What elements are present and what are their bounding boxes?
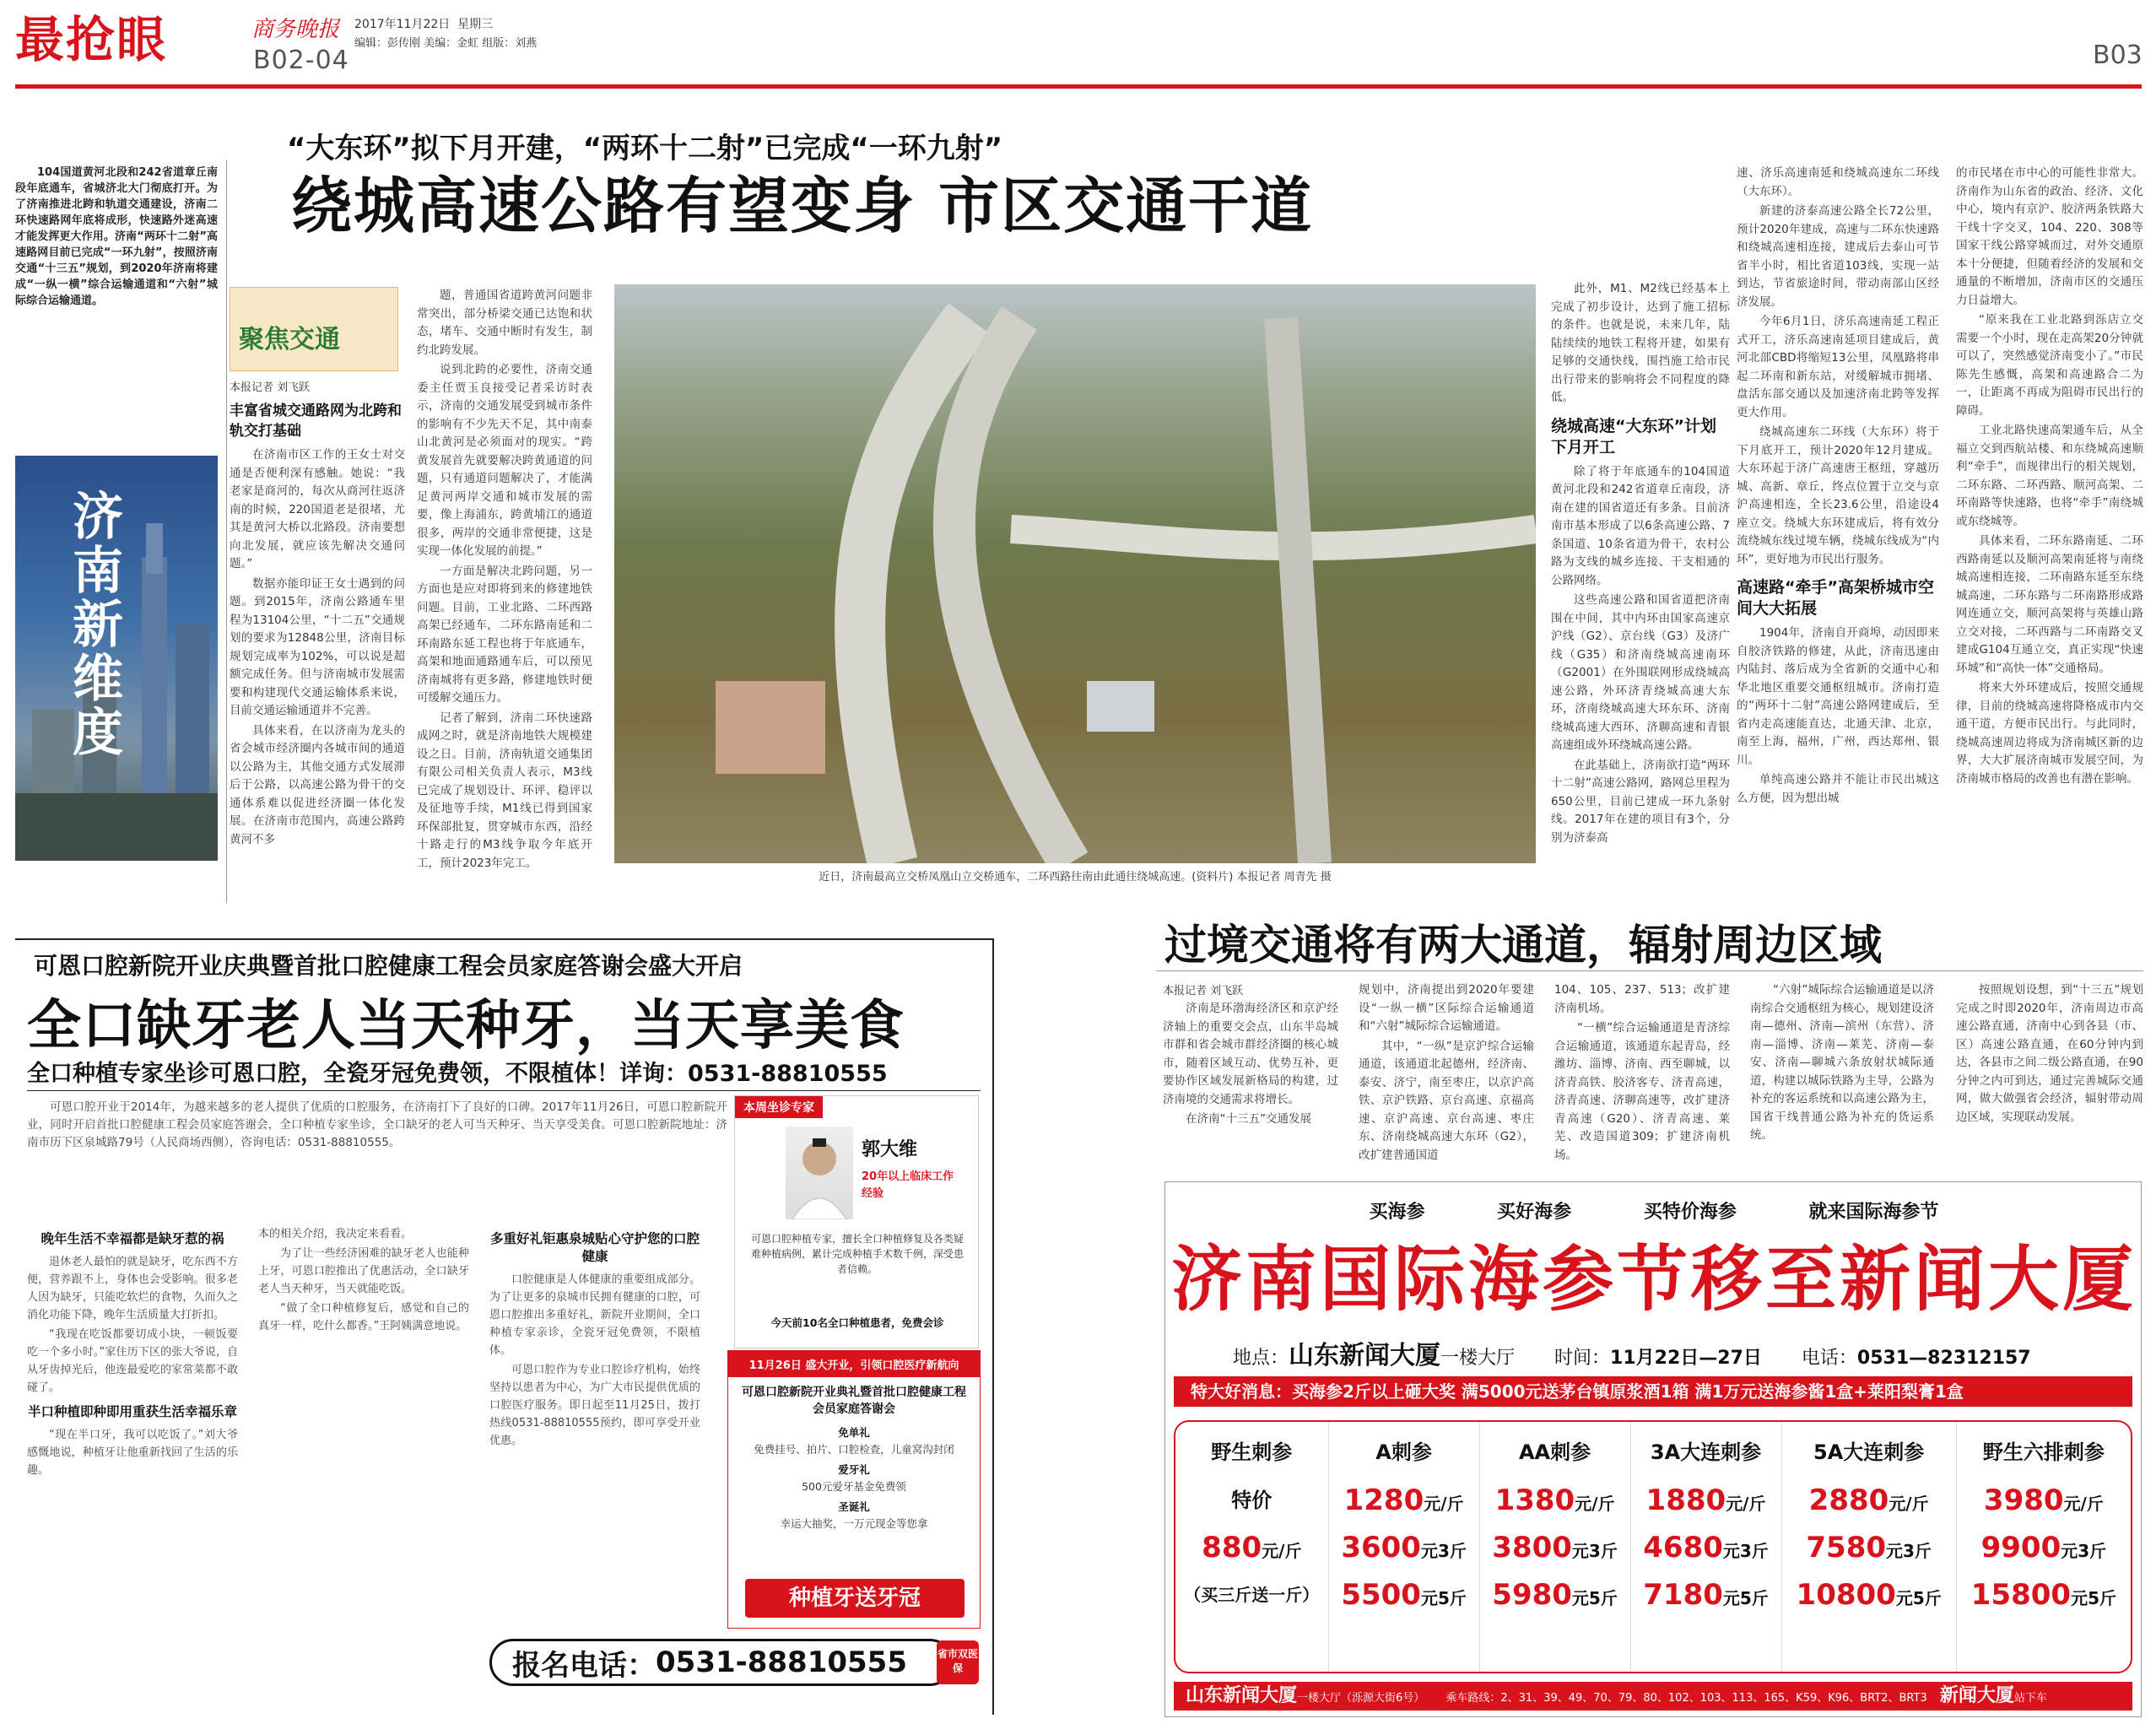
phone-number: 0531-88810555 bbox=[656, 1646, 907, 1679]
price-row bbox=[1782, 1477, 1956, 1524]
slogan: 买好海参 bbox=[1497, 1201, 1572, 1223]
paragraph: 速、济乐高速南延和绕城高速东二环线（大东环）。 bbox=[1737, 166, 1939, 198]
paragraph: 规划中，济南提出到2020年要建设“一纵一横”区际综合运输通道和“六射”城际综合运输通道。 bbox=[1359, 983, 1534, 1033]
price-value: 7580 bbox=[1806, 1531, 1887, 1565]
product-name: A刺参 bbox=[1375, 1440, 1432, 1464]
article2-headline: 过境交通将有两大通道，辐射周边区域 bbox=[1164, 921, 1882, 970]
masthead-rule bbox=[15, 84, 2142, 89]
photo-caption: 近日，济南最高立交桥凤凰山立交桥通车，二环西路往南由此通往绕城高速。(资料片) 本报记者 周青先 摄 bbox=[819, 871, 1332, 884]
price-unit: 元5斤 bbox=[2071, 1588, 2116, 1608]
dental-ad-top-rule bbox=[15, 938, 992, 940]
price-value: 4680 bbox=[1643, 1531, 1723, 1565]
tel-label: 电话： bbox=[1801, 1348, 1857, 1369]
gift-desc: 500元爱牙基金免费领 bbox=[802, 1480, 906, 1493]
price-unit: 元3斤 bbox=[1420, 1541, 1467, 1561]
doctor-tag: 今天前10名全口种植患者，免费会诊 bbox=[770, 1316, 944, 1329]
price-row bbox=[1782, 1571, 1956, 1619]
paragraph: “原来我在工业北路到泺店立交需要一个小时，现在走高架20分钟就可以了，突然感觉济南变小了。”市民陈先生感慨，高架和高速路合二为一，让距离不再成为阻碍市民出行的障碍。 bbox=[1956, 313, 2143, 418]
price-row bbox=[1631, 1571, 1781, 1619]
price-row bbox=[1329, 1571, 1479, 1619]
highway-interchange-graphic bbox=[614, 284, 1536, 863]
price-value: 3980 bbox=[1983, 1484, 2064, 1517]
price-col bbox=[1956, 1422, 2131, 1672]
gift-name: 免单礼 bbox=[838, 1426, 870, 1439]
dental-headline: 全口缺牙老人当天种牙，当天享美食 bbox=[27, 995, 905, 1057]
footer-venue: 山东新闻大厦 bbox=[1186, 1685, 1298, 1706]
product-name: 5A大连刺参 bbox=[1813, 1440, 1925, 1464]
price-value: 1880 bbox=[1645, 1484, 1726, 1517]
doctor-portrait-icon bbox=[786, 1127, 853, 1219]
weekday: 星期三 bbox=[457, 18, 494, 31]
dental-col-1-title: 晚年生活不幸福都是缺牙惹的祸 bbox=[41, 1231, 224, 1246]
price-value: 9900 bbox=[1980, 1531, 2061, 1565]
dental-ad-right-rule bbox=[992, 938, 994, 1715]
gift-list bbox=[728, 1424, 980, 1532]
gift-box bbox=[727, 1350, 981, 1629]
gift-badge: 种植牙送牙冠 bbox=[745, 1579, 965, 1618]
price-col bbox=[1630, 1422, 1781, 1672]
sidebar-divider bbox=[226, 160, 227, 903]
column-logo bbox=[230, 287, 398, 371]
article-col-1 bbox=[230, 287, 405, 920]
paragraph: 今年6月1日，济乐高速南延工程正式开工，济乐高速南延项目建成后，黄河北部CBD将缩短13公里，凤凰路将串起二环南和新东站，对缓解城市拥堵、盘活东部交通以及加速济南北跨等发挥更大作用。 bbox=[1737, 315, 1939, 419]
dental-col-3 bbox=[489, 1225, 700, 1639]
price-row bbox=[1329, 1524, 1479, 1571]
price-grid bbox=[1175, 1422, 2131, 1672]
price-value: 880 bbox=[1202, 1531, 1262, 1565]
footer-venue-note: 一楼大厅（泺源大街6号） bbox=[1297, 1692, 1425, 1705]
article-col-4 bbox=[1737, 165, 1939, 907]
slogan: 买特价海参 bbox=[1643, 1201, 1737, 1223]
paragraph: “做了全口种植修复后，感觉和自己的真牙一样，吃什么都香。”王阿姨满意地说。 bbox=[258, 1302, 469, 1332]
dental-col-1-text bbox=[27, 1253, 238, 1398]
paragraph: 104、105、237、513；改扩建济南机场。 bbox=[1554, 983, 1730, 1015]
price-row bbox=[1957, 1477, 2131, 1524]
paragraph: 可恩口腔作为专业口腔诊疗机构，始终坚持以患者为中心，为广大市民提供优质的口腔医疗服务。即日起至11月25日，拨打热线0531-88810555预约，即可享受开业优惠。 bbox=[489, 1364, 700, 1447]
price-unit: 元3斤 bbox=[2061, 1541, 2107, 1561]
column-logo-text: 聚焦交通 bbox=[239, 325, 340, 354]
article2-col-3 bbox=[1554, 981, 1730, 1165]
paragraph: 将来大外环建成后，按照交通规律，目前的绕城高速将降格成市内交通干道，方便市民出行。与此同时，绕城高速周边将成为济南城区新的边界，大大扩展济南城市发展空间，为济南城市格局的改善也有潜在影响。 bbox=[1956, 681, 2143, 786]
paragraph: 单纯高速公路并不能让市民出城这么方便，因为想出城 bbox=[1737, 773, 1939, 805]
price-row bbox=[1480, 1571, 1630, 1619]
special-tag: 特价 bbox=[1231, 1489, 1273, 1512]
paragraph: 题，普通国省道跨黄河问题非常突出，部分桥梁交通已达饱和状态，堵车、交通中断时有发生，制约北跨发展。 bbox=[417, 289, 592, 357]
editors: 编辑：彭传刚 美编：金虹 组版：刘燕 bbox=[354, 37, 538, 50]
price-unit: 元/斤 bbox=[1889, 1494, 1929, 1514]
col-3-text-b bbox=[1551, 463, 1730, 850]
phone-label: 报名电话： bbox=[512, 1648, 656, 1683]
paragraph: 本的相关介绍，我决定来看看。 bbox=[258, 1228, 413, 1240]
doctor-label: 本周坐诊专家 bbox=[735, 1096, 823, 1118]
price-row bbox=[1957, 1571, 2131, 1619]
section-title: 最抢眼 bbox=[15, 11, 168, 68]
paragraph: 绕城高速东二环线（大东环）将于下月底开工，预计2020年12月建成。大东环起于济广高速唐王枢纽，穿越历城、高新、章丘，终点位置于立交与京沪高速相连，全长23.6公里，沿途设4座立交。绕城大东环建成后，将有效分流绕城东线过境车辆，绕城东线成为“内环”，更好地为市民出行服务。 bbox=[1737, 425, 1939, 566]
price-col bbox=[1479, 1422, 1630, 1672]
paragraph: 工业北路快速高架通车后，从全福立交到西航站楼、和东绕城高速顺利“牵手”，而规律出行的相关规划，二环东路、二环西路、顺河高架、二环南路等快速路，也将“牵手”南绕城或东绕城等。 bbox=[1956, 424, 2143, 528]
price-row bbox=[1957, 1524, 2131, 1571]
price-unit: 元/斤 bbox=[1726, 1494, 1766, 1514]
price-value: 2880 bbox=[1808, 1484, 1889, 1517]
paragraph: “现在半口牙，我可以吃饭了。”刘大爷感慨地说，种植牙让他重新找回了生活的乐趣。 bbox=[27, 1429, 238, 1477]
paragraph: 一方面是解决北跨问题，另一方面也是应对即将到来的修建地铁问题。目前，工业北路、二环西路高架已经通车，二环东路南延和二环南路东延工程也将于年底通车，高架和地面通路通车后，可以预见济南城将有更多路，修建地铁时便可缓解交通压力。 bbox=[417, 564, 592, 705]
time-label: 时间： bbox=[1554, 1348, 1611, 1369]
paragraph: 口腔健康是人体健康的重要组成部分。为了让更多的泉城市民拥有健康的口腔，可恩口腔推出多重好礼，新院开业期间，全口种植专家亲诊，全瓷牙冠免费领，不限植体。 bbox=[489, 1273, 700, 1357]
gift-desc: 免费挂号、拍片、口腔检查，儿童窝沟封闭 bbox=[754, 1443, 954, 1456]
gift-desc: 幸运大抽奖，一万元现金等您拿 bbox=[780, 1517, 928, 1530]
gift-title: 可恩口腔新院开业典礼暨首批口腔健康工程会员家庭答谢会 bbox=[742, 1386, 966, 1416]
article2-rule bbox=[1156, 970, 2143, 971]
sidebar bbox=[15, 165, 218, 857]
paragraph: 1904年，济南自开商埠，动因即来自胶济铁路的修建，从此，济南迅速由内陆封、落后成为全省新的交通中心和华北地区重要交通枢纽城市。济南打造的“两环十二射”高速公路网建成后，至省内走高速能直达，北通天津、北京，南至上海，福州，广州，西达郑州、银川。 bbox=[1737, 626, 1939, 767]
page-code-left: B02-04 bbox=[253, 46, 349, 75]
price-unit: 元/斤 bbox=[1262, 1541, 1302, 1561]
paper-logo: 商务晚报 bbox=[251, 17, 340, 42]
seacuc-info bbox=[1233, 1334, 2077, 1371]
article-headline: 绕城高速公路有望变身 市区交通干道 bbox=[291, 170, 1314, 241]
price-unit: 元3斤 bbox=[1722, 1541, 1769, 1561]
paragraph: “一横”综合运输通道是青济综合运输通道，该通道东起青岛，经潍坊、淄博、济南、西至聊城，以济青高铁、胶济客专、济青高速，济青高速、济聊高速等，改扩建济青高速（G20）、济青高速、莱芜、改造国道309；扩建济南机场。 bbox=[1554, 1021, 1730, 1162]
dental-col-2 bbox=[258, 1225, 469, 1681]
doctor-title: 20年以上临床工作经验 bbox=[862, 1170, 954, 1200]
dental-col-1 bbox=[27, 1225, 238, 1681]
price-unit: 元/斤 bbox=[1575, 1494, 1615, 1514]
loc-label: 地点： bbox=[1233, 1348, 1289, 1369]
gift-name: 圣诞礼 bbox=[838, 1500, 870, 1513]
doctor-box bbox=[734, 1095, 979, 1348]
paragraph: 具体来看，二环东路南延、二环西路南延以及顺河高架南延将与南绕城高速相连接，二环南路东延至东绕城高速，二环东路与二环南路形成路网连通立交，顺河高架将与英雄山路立交对接，二环西路与二环南路交叉建成G104互通立交，真正实现“快速环城”和“高快一体”交通格局。 bbox=[1956, 534, 2143, 675]
footer-stop: 新闻大厦 bbox=[1939, 1685, 2014, 1706]
paragraph: “六射”城际综合运输通道是以济南综合交通枢纽为核心，规划建设济南—德州、济南—滨州（东营）、济南—淄博、济南—莱芜、济南—泰安、济南—聊城六条放射状城际通道，构建以城际铁路为主导，公路为补充的客运系统和以高速公路为主，国省干线普通公路为补充的货运系统。 bbox=[1750, 983, 1934, 1142]
dental-sub-rule bbox=[27, 1090, 981, 1091]
price-unit: 元5斤 bbox=[1722, 1588, 1769, 1608]
price-row bbox=[1631, 1477, 1781, 1524]
paragraph: 按照规划设想，到“十三五”规划完成之时即2020年，济南周边市高速公路直通，济南中心到各县（市、区）高速公路直通，在60分钟内到达，各县市之间二级公路直通，在90分钟之内可到达，通过完善城际交通网，做大做强省会经济，辐射带动周边区域，实现联动发展。 bbox=[1956, 983, 2143, 1124]
seacuc-slogans bbox=[1165, 1197, 2142, 1224]
paragraph: 新建的济泰高速公路全长72公里，预计2020年建成，高速与二环东快速路和绕城高速相连接，建成后去泰山可节省半小时，相比省道103线，实现一站到达，节省旅途时间，带动南部山区经济发展。 bbox=[1737, 204, 1939, 309]
price-value: 3600 bbox=[1341, 1531, 1421, 1565]
location: 山东新闻大厦 bbox=[1289, 1341, 1441, 1370]
telephone: 0531—82312157 bbox=[1856, 1348, 2031, 1369]
product-name: 3A大连刺参 bbox=[1650, 1440, 1762, 1464]
article2-col-4 bbox=[1750, 981, 1934, 1165]
price-note: （买三斤送一斤） bbox=[1184, 1585, 1320, 1605]
paragraph: 退休老人最怕的就是缺牙，吃东西不方便，营养跟不上，身体也会受影响。很多老人因为缺牙，只能吃软烂的食物，久而久之消化功能下降，晚年生活质量大打折扣。 bbox=[27, 1256, 238, 1321]
paragraph: 此外，M1、M2线已经基本上完成了初步设计，达到了施工招标的条件。也就是说，未来几年，陆陆续续的地铁工程将开建，如果有足够的交通快线，围挡施工给市民出行带来的影响将会不同程度的降低。 bbox=[1551, 282, 1730, 404]
banner-title: 济南新维度 bbox=[64, 489, 123, 759]
paragraph: 在济南市区工作的王女士对交通是否便利深有感触。她说：“我老家是商河的，每次从商河往返济南的时候，220国道老是很堵，尤其是黄河大桥以北路段。济南要想向北发展，就应该先解决交通问题。” bbox=[230, 448, 405, 570]
dental-intro: 可恩口腔开业于2014年，为越来越多的老人提供了优质的口腔服务，在济南打下了良好的口碑。2017年11月26日，可恩口腔新院开业，同时开启首批口腔健康工程会员家庭答谢会，全口种植专家坐诊，全口缺牙的老人可当天种牙、当天享受美食。可恩口腔新院地址：济南市历下区泉城路79号（人民商场西侧），咨询电话：0531-88810555。 bbox=[27, 1100, 727, 1149]
byline: 本报记者 刘飞跃 bbox=[230, 381, 311, 394]
price-row bbox=[1480, 1477, 1630, 1524]
price-value: 15800 bbox=[1970, 1578, 2072, 1612]
price-col bbox=[1781, 1422, 1956, 1672]
time: 11月22日—27日 bbox=[1610, 1348, 1762, 1369]
dental-col-1-end bbox=[27, 1426, 238, 1481]
price-table bbox=[1174, 1420, 2132, 1673]
col-1-text bbox=[230, 446, 405, 851]
gift-bar: 11月26日 盛大开业，引领口腔医疗新航向 bbox=[728, 1351, 980, 1377]
slogan: 就来国际海参节 bbox=[1808, 1201, 1939, 1223]
col-3-text-a bbox=[1551, 280, 1730, 409]
paragraph: “我现在吃饭都要切成小块，一顿饭要吃一个多小时。”家住历下区的张大爷说，自从牙齿掉光后，他连最爱吃的家常菜都不敢碰了。 bbox=[27, 1328, 238, 1394]
article2-byline: 本报记者 刘飞跃 bbox=[1163, 985, 1244, 997]
paragraph: 具体来看，在以济南为龙头的省会城市经济圈内各城市间的通道以公路为主，其他交通方式发展滞后于公路，以高速公路为骨干的交通体系难以促进经济圈一体化发展。在济南市范围内，高速公路跨黄河不多 bbox=[230, 723, 405, 846]
slogan: 买海参 bbox=[1369, 1201, 1425, 1223]
paragraph: 为了让一些经济困难的缺牙老人也能种上牙，可恩口腔推出了优惠活动，全口缺牙老人当天种牙，当天就能吃饭。 bbox=[258, 1247, 469, 1295]
paragraph: 在济南“十三五”交通发展 bbox=[1186, 1112, 1311, 1126]
article-col-3 bbox=[1551, 280, 1730, 905]
footer-bus: 乘车路线：2、31、39、49、70、79、80、102、103、113、165、K59、K96、BRT2、BRT3 bbox=[1445, 1692, 1927, 1705]
issue-date bbox=[354, 15, 493, 32]
article-kicker: “大东环”拟下月开建，“两环十二射”已完成“一环九射” bbox=[287, 132, 1003, 165]
subhead-1: 丰富省城交通路网为北跨和轨交打基础 bbox=[230, 403, 402, 440]
gift-name: 爱牙礼 bbox=[838, 1463, 870, 1476]
price-row bbox=[1329, 1477, 1479, 1524]
main-photo bbox=[614, 284, 1536, 863]
article-col-5 bbox=[1956, 165, 2143, 907]
dental-subline: 全口种植专家坐诊可恩口腔，全瓷牙冠免费领，不限植体！详询：0531-88810555 bbox=[27, 1061, 888, 1087]
page-number: B03 bbox=[2093, 41, 2142, 70]
phone-pill[interactable] bbox=[489, 1639, 954, 1686]
paragraph: 数据亦能印证王女士遇到的问题。到2015年，济南公路通车里程为13104公里，“十二五”交通规划的要求为12848公里，济南目标规划完成率为102%，可以说是超额完成任务。但与济南城市发展需要和构建现代交通运输体系来说，目前交通运输通道并不完善。 bbox=[230, 576, 405, 717]
paragraph: 说到北跨的必要性，济南交通委主任贾玉良接受记者采访时表示，济南的交通发展受到城市条件的影响有不少先天不足，其中南泰山北黄河是必须面对的现实。“跨黄发展首先就要解决跨黄通道的问题，只有通道问题解决了，才能满足黄河两岸交通和城市发展的需要，像上海浦东，跨黄埔江的通道很多，两岸的交通非常便捷，这是实现一体化发展的前提。” bbox=[417, 363, 592, 558]
dental-col-3-title: 多重好礼钜惠泉城贴心守护您的口腔健康 bbox=[489, 1231, 700, 1264]
col-4-text-a bbox=[1737, 165, 1939, 570]
seacuc-ad bbox=[1164, 1181, 2142, 1717]
price-value: 3800 bbox=[1492, 1531, 1572, 1565]
doctor-photo bbox=[786, 1127, 853, 1219]
price-unit: 元3斤 bbox=[1571, 1541, 1618, 1561]
article2-col-5 bbox=[1956, 981, 2143, 1165]
seacuc-headline: 济南国际海参节移至新闻大厦 bbox=[1170, 1238, 2137, 1321]
paragraph: 除了将于年底通车的104国道黄河北段和242省道章丘南段，济南在建的国省道还有多条。目前济南市基本形成了以6条高速公路、7条国道、10条省道为骨干，农村公路为支线的城乡连接、干支相通的公路网络。 bbox=[1551, 464, 1730, 587]
article2-col-2 bbox=[1359, 981, 1534, 1165]
price-unit: 元3斤 bbox=[1886, 1541, 1932, 1561]
paragraph: 其中，“一纵”是京沪综合运输通道，该通道北起德州，经济南、泰安、济宁，南至枣庄，以京沪高铁、京沪铁路、京台高速、京福高速、京沪高速、京台高速、枣庄东、济南绕城高速大东环（G2），改扩建普通国道 bbox=[1359, 1039, 1534, 1162]
paragraph: 记者了解到，济南二环快速路成网之时，就是济南地铁大规模建设之日。目前，济南轨道交通集团有限公司相关负责人表示，M3线已完成了规划设计、环评、稳评以及征地等手续，M1线已得到国家环保部批复，贯穿城市东西，沿经十路走行的M3线争取今年底开工，预计2023年完工。 bbox=[417, 711, 592, 870]
subhead-2: 绕城高速“大东环”计划下月开工 bbox=[1551, 416, 1716, 457]
seacuc-footer bbox=[1174, 1682, 2132, 1710]
masthead bbox=[0, 0, 2156, 89]
sidebar-intro: 104国道黄河北段和242省道章丘南段年底通车，省城济北大门彻底打开。为了济南推进北跨和轨道交通建设，济南二环快速路网年底将成形，快速路外迷高速才能发挥更大作用。济南“两环十二射”高速路网目前已完成“一环九射”，按照济南交通“十三五”规划，到2020年济南将建成“一纵一横”综合运输通道和“六射”城际综合运输通道。 bbox=[15, 166, 218, 307]
price-unit: 元/斤 bbox=[1424, 1494, 1464, 1514]
product-name: 野生刺参 bbox=[1211, 1440, 1293, 1464]
price-col bbox=[1175, 1422, 1328, 1672]
subhead-3: 高速路“牵手”高架桥城市空间大大拓展 bbox=[1737, 578, 1934, 618]
price-value: 1380 bbox=[1494, 1484, 1575, 1517]
dental-kicker: 可恩口腔新院开业庆典暨首批口腔健康工程会员家庭答谢会盛大开启 bbox=[34, 952, 743, 980]
location-note: 一楼大厅 bbox=[1440, 1348, 1516, 1369]
price-unit: 元/斤 bbox=[2063, 1494, 2104, 1514]
price-row bbox=[1480, 1524, 1630, 1571]
doctor-name: 郭大维 bbox=[862, 1139, 918, 1160]
price-col bbox=[1328, 1422, 1479, 1672]
price-value: 5980 bbox=[1492, 1578, 1572, 1612]
paragraph: 这些高速公路和国省道把济南围在中间，其中内环由国家高速京沪线（G2）、京台线（G3）及济广线（G35）和济南绕城高速南环（G2001）在外围联网形成绕城高速公路，外环济青绕城高速大东环，济南绕城高速大环东环、济南绕城高速大西环、济聊高速和青银高速组成外环绕城高速公路。 bbox=[1551, 593, 1730, 752]
price-unit: 元5斤 bbox=[1571, 1588, 1618, 1608]
price-row bbox=[1782, 1524, 1956, 1571]
price-row bbox=[1631, 1524, 1781, 1571]
date: 2017年11月22日 bbox=[354, 18, 451, 31]
price-value: 10800 bbox=[1796, 1578, 1896, 1612]
col-4-text-b bbox=[1737, 624, 1939, 809]
article-col-2 bbox=[417, 287, 592, 920]
phone-tag: 省市双医保 bbox=[937, 1640, 979, 1684]
article2-col-1 bbox=[1163, 1000, 1338, 1165]
price-value: 7180 bbox=[1643, 1578, 1723, 1612]
price-value: 5500 bbox=[1341, 1578, 1421, 1612]
price-value: 1280 bbox=[1343, 1484, 1424, 1517]
footer-stop-note: 站下车 bbox=[2013, 1692, 2047, 1705]
seacuc-promo-bar: 特大好消息：买海参2斤以上砸大奖 满5000元送茅台镇原浆酒1箱 满1万元送海参酱1盒+莱阳梨膏1盒 bbox=[1174, 1376, 2132, 1407]
product-name: AA刺参 bbox=[1518, 1440, 1591, 1464]
paragraph: 的市民堵在市中心的可能性非常大。济南作为山东省的政治、经济、文化中心，境内有京沪、胶济两条铁路大干线十字交叉，104、220、308等国家干线公路穿城而过，对外交通原本十分便捷，但随着经济的发展和交通量的不断增加，济南市区的交通压力日益增大。 bbox=[1956, 166, 2143, 307]
price-row bbox=[1175, 1524, 1328, 1571]
sidebar-photo bbox=[15, 456, 218, 861]
dental-col-3-text bbox=[489, 1271, 700, 1451]
price-unit: 元5斤 bbox=[1420, 1588, 1467, 1608]
product-name: 野生六排刺参 bbox=[1982, 1440, 2105, 1464]
price-unit: 元5斤 bbox=[1895, 1588, 1942, 1608]
paragraph: 济南是环渤海经济区和京沪经济轴上的重要交会点，山东半岛城市群和省会城市群经济圈的核心城市，随着区域互动、优势互补，更要协作区域发展新格局的构建，过济南境的交通需求将增长。 bbox=[1163, 1002, 1338, 1106]
doctor-desc: 可恩口腔种植专家，擅长全口种植修复及各类疑难种植病例，累计完成种植手术数千例，深受患者信赖。 bbox=[750, 1233, 964, 1275]
dental-col-1-sub2: 半口种植即种即用重获生活幸福乐章 bbox=[27, 1404, 237, 1419]
paragraph: 在此基础上，济南欲打造“两环十二射”高速公路网，路网总里程为650公里，目前已建成一环九条射线。2017年在建的项目有3个，分别为济泰高 bbox=[1551, 758, 1730, 845]
